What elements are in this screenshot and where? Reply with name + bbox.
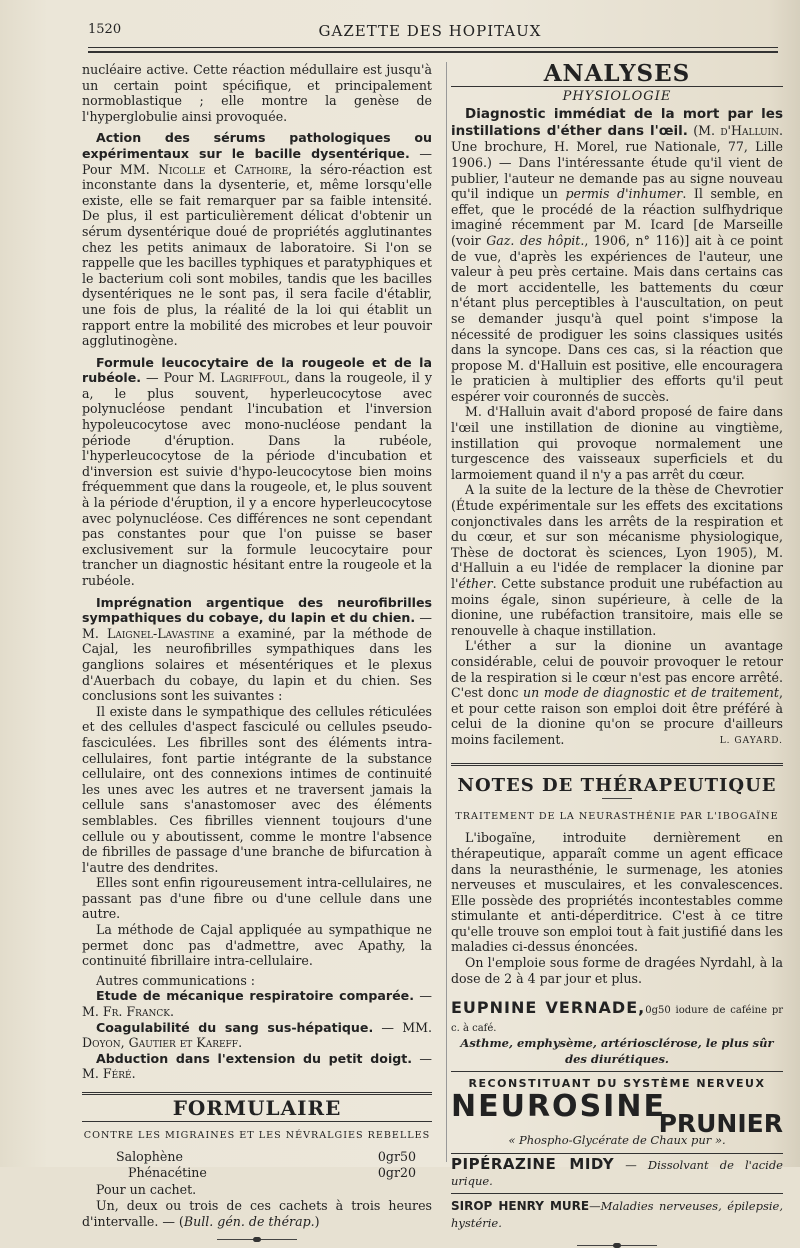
communication-item — [82, 1020, 432, 1051]
paragraph: M. d'Halluin avait d'abord proposé de faire dans l'œil une instillation de dionine au vingtième, instillation qui provoque normalement une turgescence des vaisseaux superficiels et du larmoiement quand il n'y a pas arrêt du cœur. — [451, 404, 783, 482]
ad-neurosine: NEUROSINE — [451, 1089, 666, 1125]
article-signature: L. GAYARD. — [719, 735, 783, 746]
section-rule — [451, 763, 783, 766]
text: , 1906, n° 116)] ait à ce point de vue, d'après les expériences de l'auteur, une valeur à peu près certaine. Mais dans certains cas de mort accidentelle, les battements du cœur n'étant plus perceptibles à l'auscultation, on peut se demander jusqu'à quel point s'impose la nécessité de prodiguer les soins classiques usités dans la syncope. Dans ces cas, si la réaction que propose M. d'Halluin est positive, elle encouragera le praticien à multiplier des efforts qu'il peut espérer voir couronnés de succès. — [451, 232, 783, 404]
text: — Pour M. — [141, 370, 221, 386]
emphasis: un mode de diagnostic et de traitement — [523, 685, 779, 701]
formulaire-title: FORMULAIRE — [172, 1096, 342, 1120]
ad-phospho: « Phospho-Glycérate de Chaux pur ». — [508, 1133, 726, 1148]
ad-rule — [451, 1153, 783, 1154]
paragraph: Il existe dans le sympathique des cellules réticulées et des cellules d'aspect fasciculé ou cellules pseudo-fasciculées. Les fibrilles sont des éléments intra-cellulaires, font partie intégrante de la substance cellulaire, ont des connexions intimes de continuité les unes avec les autres et ne traversent jamais la cellule sans s'anastomoser avec des éléments semblables. Ces fibrilles viennent toujours d'une cellule ou y aboutissent, comme le montre l'absence de fibrilles de passage d'une branche de bifurcation à l'autre des dendrites. — [82, 703, 432, 875]
ad-eupnine — [451, 1000, 783, 1036]
text: . — [169, 1004, 174, 1020]
section-body: , dans la rougeole, il y a, le plus souvent, hyperleucocytose avec polynucléose pendant l'incubation et l'inversion hypoleucocytose avec mono-nucléose pendant la période d'éruption. Dans la rubéole, l'hyperleucocytose de la période d'incubation et d'inversion est suivie d'hypo-leucocytose bien moins fréquemment que dans la rougeole, et, le plus souvent à la période d'éruption, il y a encore hyperleucocytose avec polynucléose. Ces différences ne sont cependant pas constantes pour que l'on puisse se baser exclusivement sur la formule leucocytaire pour trancher un diagnostic hésitant entre la rougeole et la rubéole. — [82, 370, 432, 588]
prescription-row — [116, 1149, 416, 1165]
physiologie-heading: PHYSIOLOGIE — [562, 88, 672, 104]
ad-prunier: PRUNIER — [658, 1109, 783, 1139]
text: — M. — [82, 988, 432, 1020]
ad-rule — [451, 1193, 783, 1194]
text: . — [131, 1066, 136, 1082]
ad-reconstituant: RECONSTITUANT DU SYSTÈME NERVEUX — [468, 1076, 766, 1090]
paragraph: La méthode de Cajal appliquée au sympathique ne permet donc pas d'admettre, avec Apathy, la continuité fibrillaire intra-cellulaire. — [82, 922, 432, 969]
text: et — [205, 161, 235, 177]
prescription-table — [116, 1149, 416, 1180]
prescription-note: Pour un cachet. — [96, 1182, 197, 1198]
section-title: Imprégnation argentique des neurofibrilles sympathiques du cobaye, du lapin et du chien. — [82, 594, 432, 626]
communication-title: Etude de mécanique respiratoire comparée. — [96, 988, 415, 1004]
analyses-title: ANALYSES — [543, 60, 691, 87]
text: . Cette substance produit une rubéfaction au moins égale, sinon supérieure, à celle de la dionine, une rubéfaction transitoire, mais elle se renouvelle à chaque instillation. — [451, 576, 783, 638]
ad-henry — [451, 1198, 783, 1231]
journal-title: GAZETTE DES HOPITAUX — [318, 22, 542, 40]
text: . — [238, 1035, 243, 1051]
section-title: Formule leucocytaire de la rougeole et de la rubéole. — [82, 354, 432, 386]
drug-dose: 0gr50 — [377, 1149, 416, 1165]
header-rule-thick — [88, 51, 778, 53]
prescription-note — [82, 1198, 432, 1229]
communication-item — [82, 988, 432, 1019]
section-rule — [82, 1092, 432, 1095]
text: A la suite de la lecture de la thèse de Chevrotier (Étude expérimentale sur les effets des excitations conjonctivales dans les arrêts de la respiration et du cœur, et sur son mécanisme physiologique, Thèse de doctorat ès sciences, Lyon 1905), M. d'Halluin a eu l'idée de remplacer la dionine par l' — [451, 482, 783, 591]
paragraph — [451, 482, 783, 638]
author-name: Nicolle — [157, 161, 206, 177]
right-column — [451, 62, 783, 1246]
author-name: Cathoire — [234, 161, 289, 177]
drug-name: Salophène — [116, 1149, 183, 1165]
article-title: Diagnostic immédiat de la mort par les instillations d'éther dans l'œil. — [451, 106, 783, 139]
communication-title: Abduction dans l'extension du petit doigt. — [96, 1050, 413, 1066]
ad-detail: 0g50 iodure de caféine pr c. à café. — [451, 1005, 784, 1034]
short-rule — [602, 798, 632, 799]
prescription-row — [116, 1165, 416, 1181]
reference: Bull. gén. de thérap. — [183, 1213, 315, 1229]
ad-detail: — Dissolvant de l'acide urique. — [451, 1157, 783, 1189]
ad-brand: PIPÉRAZINE MIDY — [451, 1154, 615, 1173]
communication-title: Coagulabilité du sang sus-hépatique. — [96, 1019, 374, 1035]
text: L'éther a sur la dionine un avantage considérable, celui de pouvoir provoquer le retour de la respiration si le cœur n'est pas encore arrêté. C'est donc — [451, 638, 783, 701]
paragraph: Elles sont enfin rigoureusement intra-cellulaires, ne passant pas d'une fibre ou d'une cellule dans une autre. — [82, 875, 432, 922]
notes-subtitle: TRAITEMENT DE LA NEURASTHÉNIE PAR L'IBOGAÏNE — [455, 810, 779, 822]
text: — M. — [82, 1050, 432, 1082]
analysis-article — [451, 106, 783, 404]
ad-brand: EUPNINE VERNADE, — [451, 998, 646, 1018]
text: — M. — [82, 610, 432, 641]
emphasis: éther — [458, 576, 493, 591]
section-body: , la séro-réaction est inconstante dans la dysenterie, et, même lorsqu'elle existe, elle se fait remarquer par sa faible intensité. De plus, il est particulièrement délicat d'obtenir un sérum dysentérique doué de propriétés agglutinantes chez les petits animaux de laboratoire. Si l'on se rappelle que les bacilles typhiques et paratyphiques et le bacterium coli sont mobiles, tandis que les bacilles dysentériques ne le sont pas, il sera facile d'établir, une fois de plus, la réalité de la loi qui établit un rapport entre la mobilité des microbes et leur pouvoir agglutinogène. — [82, 161, 432, 349]
section-neurofibrilles — [82, 595, 432, 704]
header-rule — [88, 47, 778, 48]
paragraph: On l'emploie sous forme de dragées Nyrdahl, à la dose de 2 à 4 par jour et plus. — [451, 955, 783, 986]
ad-detail: —Maladies nerveuses, épilepsie, hystérie. — [451, 1199, 783, 1230]
intro-paragraph: nucléaire active. Cette réaction médullaire est jusqu'à un certain point spécifique, et principalement normoblastique ; elle montre la genèse de l'hyperglobulie ainsi provoquée. — [82, 62, 432, 124]
ad-brand: SIROP HENRY MURE — [451, 1199, 590, 1213]
ad-rule — [451, 1071, 783, 1072]
drug-name: Phénacétine — [128, 1164, 207, 1180]
communication-item — [82, 1051, 432, 1082]
notes-title: NOTES DE THÉRAPEUTIQUE — [457, 775, 777, 797]
page-number: 1520 — [88, 22, 122, 37]
text: . Une brochure, H. Morel, rue Nationale, 77, Lille 1906.) — Dans l'intéressante étude qu'il vient de publier, l'auteur ne demande pas au signe nouveau qu'il indique un — [451, 122, 783, 202]
column-separator — [446, 62, 447, 1162]
paragraph — [451, 638, 783, 747]
text: , et pour cette raison son emploi doit être préféré à celui de la dionine qu'on se procure d'ailleurs moins facilement. — [451, 685, 783, 747]
ornament-divider — [577, 1245, 657, 1246]
author-name: d'Halluin — [720, 122, 779, 138]
author-name: Lagriffoul — [220, 370, 286, 386]
section-dysenterie — [82, 130, 432, 348]
text: Un, deux ou trois de ces cachets à trois heures d'intervalle. — ( — [82, 1197, 432, 1229]
ad-piperazine — [451, 1154, 783, 1190]
author-name: Laignel-Lavastine — [106, 625, 215, 641]
text: (M. — [687, 122, 721, 138]
reference: Gaz. des hôpit. — [486, 232, 585, 248]
left-column — [82, 62, 432, 1240]
text: ) — [314, 1213, 320, 1229]
paragraph: L'ibogaïne, introduite dernièrement en thérapeutique, apparaît comme un agent efficace dans la neurasthénie, le surmenage, les atonies nerveuses et musculaires, et les convalescences. Elle possède des propriétés incontestables comme stimulante et anti-déperditrice. C'est à ce titre qu'elle trouve son emploi tout à fait justifié dans les maladies ci-dessus énoncées. — [451, 830, 783, 955]
emphasis: permis d'inhumer — [565, 186, 683, 202]
text: . Il semble, en effet, que le procédé de la réaction sulfhydrique imaginé récemment par M. Icard [de Marseille (voir — [451, 186, 784, 248]
text: — MM. — [373, 1019, 432, 1035]
section-body: a examiné, par la méthode de Cajal, les neurofibrilles sympathiques dans les ganglions solaires et mésentériques et le plexus d'Auerbach du cobaye, du lapin et du chien. Ses conclusions sont les suivantes : — [82, 625, 433, 704]
text: — Pour MM. — [82, 145, 432, 177]
ad-eupnine-subtitle: Asthme, emphysème, artériosclérose, le plus sûr des diurétiques. — [460, 1036, 774, 1067]
formulaire-subtitle: CONTRE LES MIGRAINES ET LES NÉVRALGIES REBELLES — [83, 1129, 431, 1141]
page-header — [0, 22, 800, 42]
author-name: Féré — [102, 1066, 132, 1082]
author-name: Doyon, Gautier et Kareff — [82, 1035, 239, 1051]
advertisements — [451, 1000, 783, 1246]
author-name: Fr. Franck — [102, 1004, 170, 1020]
ornament-divider — [217, 1239, 297, 1240]
section-rule — [82, 1121, 432, 1122]
section-title: Action des sérums pathologiques ou expérimentaux sur le bacille dysentérique. — [82, 130, 432, 161]
section-leucocytaire — [82, 355, 432, 589]
other-communications-label: Autres communications : — [96, 972, 256, 988]
drug-dose: 0gr20 — [377, 1164, 416, 1180]
